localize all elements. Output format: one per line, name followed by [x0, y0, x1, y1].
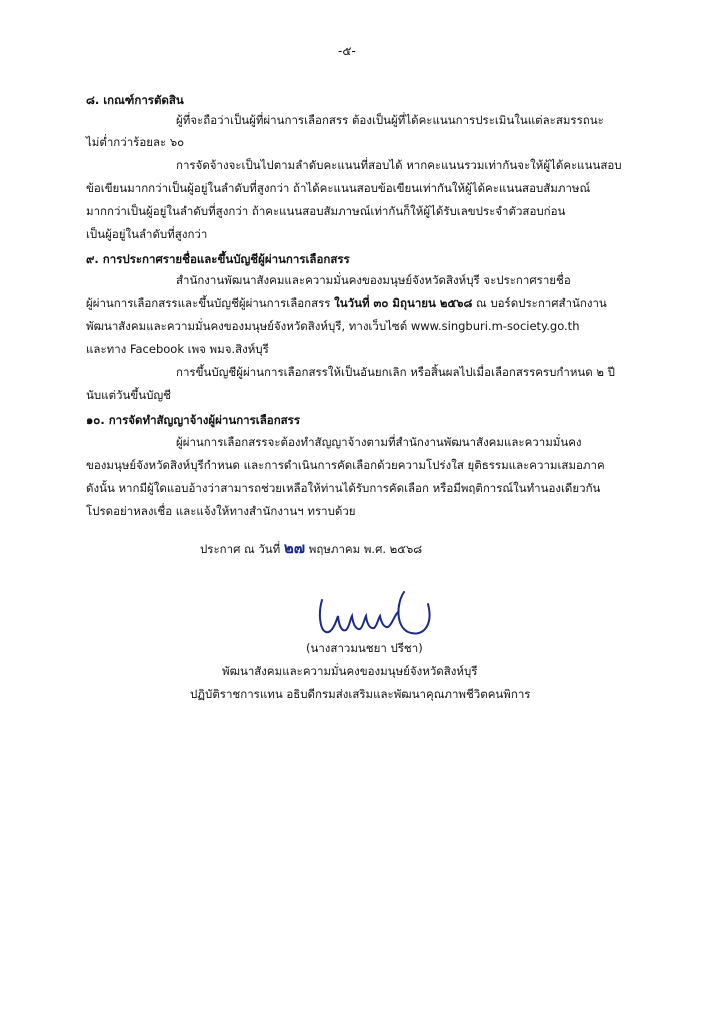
section-9-heading: ๙. การประกาศรายชื่อและขึ้นบัญชีผู้ผ่านการเลือกสรร: [86, 252, 350, 266]
section-9-line: นับแต่วันขึ้นบัญชี: [86, 388, 171, 402]
section-9-line: พัฒนาสังคมและความมั่นคงของมนุษย์จังหวัดสิงห์บุรี, ทางเว็บไซต์ www.singburi.m-society.go.th: [86, 319, 580, 333]
section-9-line: และทาง Facebook เพจ พมจ.สิงห์บุรี: [86, 342, 269, 356]
page-number: -๕-: [338, 44, 356, 58]
section-8-line: มากกว่าเป็นผู้อยู่ในลำดับที่สูงกว่า ถ้าคะแนนสอบสัมภาษณ์เท่ากันก็ให้ผู้ได้รับเลขประจำตัวสอบก่อน: [86, 204, 566, 218]
text-span: ประกาศ ณ วันที่: [200, 542, 284, 556]
text-span: ณ บอร์ดประกาศสำนักงาน: [472, 296, 607, 310]
announcement-line: [200, 540, 422, 557]
section-10-heading: ๑๐. การจัดทำสัญญาจ้างผู้ผ่านการเลือกสรร: [86, 413, 301, 427]
announcement-date: ในวันที่ ๓๐ มิถุนายน ๒๕๖๘: [334, 296, 473, 310]
section-8-line: ไม่ต่ำกว่าร้อยละ ๖๐: [86, 135, 185, 149]
section-9-line: สำนักงานพัฒนาสังคมและความมั่นคงของมนุษย์จังหวัดสิงห์บุรี จะประกาศรายชื่อ: [176, 273, 571, 287]
section-10-line: ดังนั้น หากมีผู้ใดแอบอ้างว่าสามารถช่วยเหลือให้ท่านได้รับการคัดเลือก หรือมีพฤติการณ์ในทำนองเดียวกัน: [86, 481, 601, 495]
section-8-heading: ๘. เกณฑ์การตัดสิน: [86, 93, 184, 107]
section-10-line: ของมนุษย์จังหวัดสิงห์บุรีกำหนด และการดำเนินการคัดเลือกด้วยความโปร่งใส ยุติธรรมและความเสมอภาค: [86, 458, 605, 472]
signature: [312, 586, 442, 646]
section-9-line: [86, 295, 607, 311]
signer-name: (นางสาวมนชยา ปรีชา): [306, 641, 423, 655]
section-8-line: การจัดจ้างจะเป็นไปตามลำดับคะแนนที่สอบได้ หากคะแนนรวมเท่ากันจะให้ผู้ได้คะแนนสอบ: [176, 158, 622, 172]
text-span: พฤษภาคม พ.ศ. ๒๕๖๘: [305, 542, 423, 556]
handwritten-day: ๒๗: [283, 539, 306, 557]
signer-title: พัฒนาสังคมและความมั่นคงของมนุษย์จังหวัดสิงห์บุรี: [222, 664, 478, 678]
section-8-line: ข้อเขียนมากกว่าเป็นผู้อยู่ในลำดับที่สูงกว่า ถ้าได้คะแนนสอบข้อเขียนเท่ากันให้ผู้ได้คะแนนสอบสัมภาษณ์: [86, 181, 591, 195]
section-10-line: ผู้ผ่านการเลือกสรรจะต้องทำสัญญาจ้างตามที่สำนักงานพัฒนาสังคมและความมั่นคง: [176, 435, 582, 449]
signer-title: ปฏิบัติราชการแทน อธิบดีกรมส่งเสริมและพัฒนาคุณภาพชีวิตคนพิการ: [190, 687, 531, 701]
section-10-line: โปรดอย่าหลงเชื่อ และแจ้งให้ทางสำนักงานฯ ทราบด้วย: [86, 504, 356, 518]
section-8-line: ผู้ที่จะถือว่าเป็นผู้ที่ผ่านการเลือกสรร ต้องเป็นผู้ที่ได้คะแนนการประเมินในแต่ละสมรรถนะ: [176, 113, 604, 127]
section-9-line: การขึ้นบัญชีผู้ผ่านการเลือกสรรให้เป็นอันยกเลิก หรือสิ้นผลไปเมื่อเลือกสรรครบกำหนด ๒ ปี: [176, 365, 615, 379]
section-8-line: เป็นผู้อยู่ในลำดับที่สูงกว่า: [86, 227, 208, 241]
text-span: ผู้ผ่านการเลือกสรรและขึ้นบัญชีผู้ผ่านการเลือกสรร: [86, 296, 335, 310]
